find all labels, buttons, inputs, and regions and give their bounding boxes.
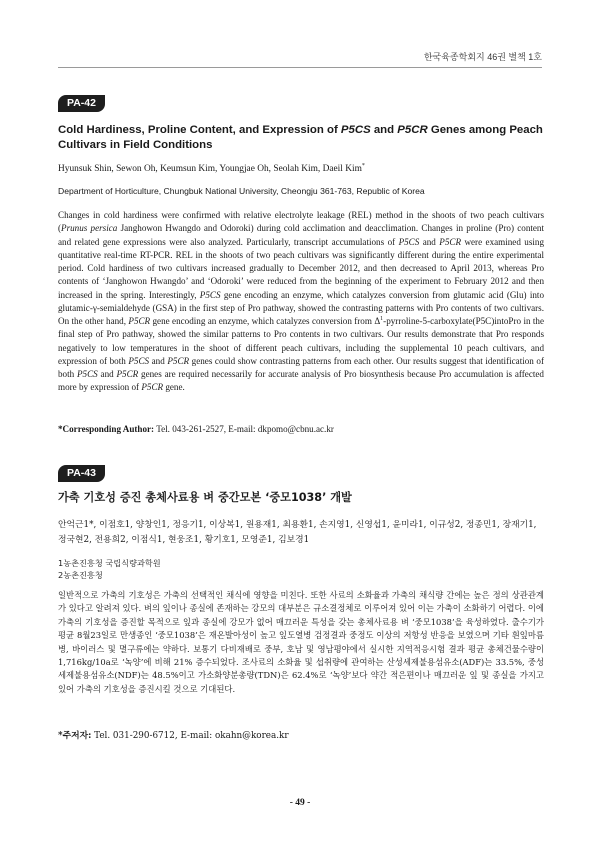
abstract-text: genes could show contrasting patterns from each other. Our results suggest that identification of both — [58, 355, 544, 379]
affiliation-2: 2농촌진흥청 — [58, 570, 103, 580]
abstract-text: genes are required necessarily for accurate analysis of Pro biosynthesis because Pro accumulation is affected more by expression of — [58, 369, 544, 393]
abstract-pa42 — [58, 209, 544, 395]
abstract-text: -pyrroline-5-carboxylate(P5C)intoPro in the final step of Pro pathway, showed the similar patterns to Pro contents in two cultivars. Our results demonstrate that Pro responds negatively to low temperatures in the shoot of different peach cultivars, including the supplemental 10 peach cultivars, and expression of both — [58, 316, 545, 366]
title-gene: P5CS — [340, 124, 371, 136]
author-list-pa42 — [58, 162, 544, 176]
article-badge-pa43: PA-43 — [58, 465, 105, 482]
page-number: - 49 - — [289, 798, 311, 808]
abstract-sup: 1 — [380, 315, 384, 322]
abstract-text: Janghowon Hwangdo and Odoroki) during cold acclimation and deacclimation. Changes in proline (Pro) content and related gene expressions were also analyzed. Particularly, transcript accumulations of — [58, 223, 545, 247]
abstract-italic: Prunus persica — [61, 223, 118, 234]
author-names: Hyunsuk Shin, Sewon Oh, Keumsun Kim, Youngjae Oh, Seolah Kim, Daeil Kim — [58, 164, 362, 174]
abstract-text: gene encoding an enzyme, which catalyzes conversion from Δ — [150, 316, 381, 326]
author-line-1: 안억근1*, 이점호1, 양창인1, 정응기1, 이상복1, 원용재1, 최용환1, 손지영1, 신영섭1, 윤미라1, 이규성2, 정종민1, 장재기1, — [58, 520, 537, 530]
abstract-text: and — [419, 236, 440, 247]
affiliation-1: 1농촌진흥청 국립식량과학원 — [58, 558, 161, 568]
article-title-pa43: 가축 기호성 증진 총체사료용 벼 중간모본 ‘중모1038’ 개발 — [58, 491, 352, 504]
abstract-text: were examined using quantitative real-time RT-PCR. REL in the shoots of two peach cultivars was significantly different during the entire experimental period. Cold hardiness of two cultivars increased gradually to December 2012, and then decreased to April 2013, whereas Pro contents of ‘Janghowon Hwangdo’ and ‘Odoroki’ were reduced from the beginning of the experiment to February 2012 and then increased in the spring. Interestingly, — [58, 236, 545, 300]
abstract-text: Changes in cold hardiness were confirmed with relative electrolyte leakage (REL) method in the shoots of two peach cultivars ( — [58, 210, 544, 234]
abstract-text: gene. — [163, 382, 185, 393]
abstract-italic: P5CS — [199, 289, 221, 300]
corresponding-mark: * — [361, 162, 365, 169]
journal-header: 한국육종학회지 46권 별책 1호 — [423, 52, 542, 62]
author-line-2: 정국현2, 전용희2, 이점식1, 현웅조1, 황기호1, 모영준1, 김보경1 — [58, 535, 310, 545]
header-rule — [58, 67, 542, 68]
corresponding-contact: Tel. 043-261-2527, E-mail: dkpomo@cbnu.ac.kr — [154, 424, 334, 434]
affiliation-pa42: Department of Horticulture, Chungbuk National University, Cheongju 361-763, Republic of Korea — [58, 186, 425, 196]
abstract-italic: P5CR — [116, 369, 139, 379]
abstract-italic: P5CR — [128, 316, 151, 326]
abstract-text: gene encoding an enzyme, which catalyzes conversion from glutamic acid (Glu) into glutamic-γ-semialdehyde (GSA) in the first step of Pro pathway, showed the contrasting patterns with Pro contents of two cultivars. On the other hand, — [58, 289, 544, 326]
article-title-pa42 — [58, 123, 544, 153]
author-list-pa43 — [58, 518, 544, 548]
corresponding-label: *주저자: — [58, 731, 92, 741]
abstract-italic: P5CS — [77, 369, 98, 379]
title-part: Genes among Peach Cultivars in Field Conditions — [58, 124, 543, 151]
abstract-italic: P5CR — [167, 355, 190, 366]
abstract-pa43: 일반적으로 가축의 기호성은 가축의 선택적인 채식에 영향을 미친다. 또한 사료의 소화율과 가축의 채식량 간에는 높은 정의 상관관계가 있다고 알려져 있다. 벼의 잎이나 종실에 존재하는 강모의 대부분은 규소결정체로 이루어져 있어 이는 가축이 소화하기 어렵다. 이에 가축의 기호성을 증진할 목적으로 잎과 종실에 강모가 없어 매끄러운 특성을 갖는 총체사료용 벼 ‘중모1038’을 육성하였다. 출수기가 평균 8월23일로 만생종인 ‘중모1038’은 재온발아성이 높고 잎도열병 검정결과 중정도 이상의 저항성 반응을 보였으며 기타 흰잎마름병, 바이러스 및 멸구류에는 약하다. 보통기 다비재배로 중부, 호남 및 영남평야에서 실시한 지역적응시험 결과 평균 총체건물수량이 1,716kg/10a로 ‘녹양’에 비해 21% 증수되었다. 조사료의 소화율 및 섭취량에 관여하는 산성세제불용섬유소(ADF)는 33.5%, 중성세제불용섬유소(NDF)는 48.5%이고 가소화양분총량(TDN)은 62.4%로 ‘녹양’보다 약간 적은편이나 매끄러운 잎 및 종실을 가지고 있어 가축의 기호성을 증진시킬 것으로 기대된다. — [58, 590, 544, 694]
title-gene: P5CR — [397, 124, 428, 136]
abstract-italic: P5CS — [398, 236, 420, 247]
corresponding-contact: Tel. 031-290-6712, E-mail: okahn@korea.kr — [91, 731, 289, 741]
article-badge-pa42: PA-42 — [58, 95, 105, 112]
abstract-italic: P5CR — [141, 382, 164, 393]
abstract-italic: P5CS — [128, 355, 150, 366]
title-part: Cold Hardiness, Proline Content, and Expression of — [58, 124, 341, 136]
corresponding-author-pa43 — [58, 728, 544, 741]
corresponding-author-pa42 — [58, 424, 544, 434]
abstract-text: and — [97, 369, 117, 379]
title-part: and — [370, 124, 398, 136]
affiliation-pa43 — [58, 557, 544, 581]
abstract-text: and — [149, 355, 168, 366]
abstract-italic: P5CR — [439, 236, 462, 247]
corresponding-label: *Corresponding Author: — [58, 424, 155, 434]
